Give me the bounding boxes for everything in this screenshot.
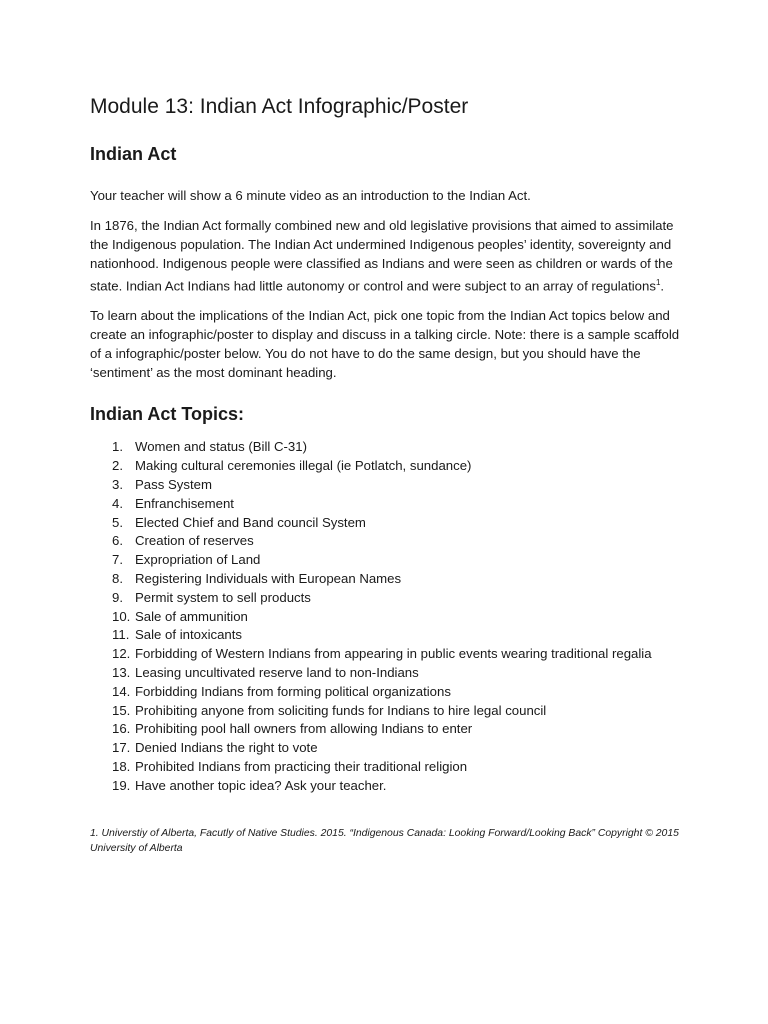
list-item-text: Registering Individuals with European Names — [135, 570, 402, 586]
intro-paragraph: Your teacher will show a 6 minute video as an introduction to the Indian Act. — [90, 188, 531, 203]
history-text: In 1876, the Indian Act formally combined new and old legislative provisions that aimed to assimilate the Indigenous population. The Indian Act undermined Indigenous peoples’ identity, sovereignty and nationhood. Indigenous people were classified as Indians and were seen as children or wards of the state. Indian Act Indians had little autonomy or control and were subject to an array of regulations — [90, 218, 674, 294]
list-item-text: Have another topic idea? Ask your teacher. — [135, 777, 387, 793]
list-item-text: Sale of ammunition — [135, 608, 248, 624]
list-item-number: 7. — [112, 552, 123, 568]
list-item-number: 3. — [112, 476, 123, 492]
list-item — [90, 683, 682, 702]
list-item-number: 13. — [112, 664, 131, 680]
list-item-number: 14. — [112, 683, 131, 699]
list-item-number: 18. — [112, 758, 131, 774]
list-item — [90, 570, 682, 589]
history-end: . — [660, 278, 665, 294]
list-item-number: 4. — [112, 495, 123, 511]
list-item-text: Women and status (Bill C-31) — [135, 439, 307, 455]
list-item-text: Prohibiting anyone from soliciting funds for Indians to hire legal council — [135, 702, 547, 718]
list-item-text: Permit system to sell products — [135, 589, 311, 605]
list-item — [90, 551, 682, 570]
page-title: Module 13: Indian Act Infographic/Poster — [90, 95, 469, 118]
list-item-number: 1. — [112, 439, 123, 455]
list-item-text: Pass System — [135, 476, 212, 492]
list-item-number: 6. — [112, 533, 123, 549]
list-item-text: Elected Chief and Band council System — [135, 514, 366, 530]
list-item-number: 2. — [112, 458, 123, 474]
instructions-paragraph: To learn about the implications of the Indian Act, pick one topic from the Indian Act topics below and create an infographic/poster to display and discuss in a talking circle. Note: there is a sample scaffold of a infographic/poster below. You do not have to do the same design, but you should have the ‘sentiment’ as the most dominant heading. — [90, 308, 680, 381]
list-item — [90, 664, 682, 683]
list-item-number: 19. — [112, 777, 131, 793]
list-item-text: Expropriation of Land — [135, 552, 261, 568]
list-item — [90, 645, 682, 664]
list-item-number: 17. — [112, 740, 131, 756]
history-paragraph — [90, 216, 682, 295]
list-item — [90, 476, 682, 495]
footnote: 1. Universtiy of Alberta, Facutly of Native Studies. 2015. “Indigenous Canada: Looking Forward/Looking Back” Copyright © 2015 University of Alberta — [90, 827, 679, 854]
topics-list — [90, 438, 682, 795]
list-item-number: 15. — [112, 702, 131, 718]
list-item — [90, 438, 682, 457]
topics-heading: Indian Act Topics: — [90, 404, 245, 425]
list-item-text: Sale of intoxicants — [135, 627, 243, 643]
list-item — [90, 608, 682, 627]
list-item — [90, 457, 682, 476]
list-item-text: Prohibited Indians from practicing their traditional religion — [135, 758, 468, 774]
list-item-number: 5. — [112, 514, 123, 530]
list-item-number: 16. — [112, 721, 131, 737]
list-item-number: 8. — [112, 570, 123, 586]
list-item — [90, 626, 682, 645]
footnote-reference: 1 — [655, 278, 661, 287]
list-item-text: Enfranchisement — [135, 495, 234, 511]
list-item-text: Leasing uncultivated reserve land to non-Indians — [135, 664, 419, 680]
list-item — [90, 532, 682, 551]
list-item — [90, 589, 682, 608]
list-item — [90, 720, 682, 739]
list-item-number: 11. — [112, 627, 130, 643]
list-item — [90, 739, 682, 758]
list-item — [90, 758, 682, 777]
list-item-text: Making cultural ceremonies illegal (ie Potlatch, sundance) — [135, 458, 472, 474]
list-item — [90, 514, 682, 533]
list-item-text: Forbidding Indians from forming political organizations — [135, 683, 451, 699]
list-item-text: Forbidding of Western Indians from appearing in public events wearing traditional regalia — [135, 646, 652, 662]
list-item-text: Denied Indians the right to vote — [135, 740, 318, 756]
list-item-number: 9. — [112, 589, 123, 605]
list-item — [90, 777, 682, 796]
list-item-text: Prohibiting pool hall owners from allowing Indians to enter — [135, 721, 473, 737]
list-item-text: Creation of reserves — [135, 533, 254, 549]
list-item-number: 10. — [112, 608, 131, 624]
list-item — [90, 702, 682, 721]
list-item-number: 12. — [112, 646, 131, 662]
section-heading-indian-act: Indian Act — [90, 144, 177, 164]
list-item — [90, 495, 682, 514]
